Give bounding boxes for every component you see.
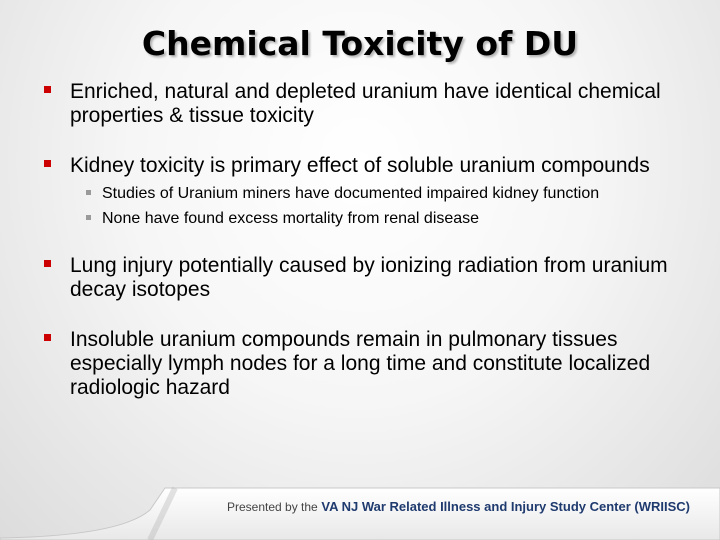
bullet-text: Insoluble uranium compounds remain in pulmonary tissues especially lymph nodes for a long time and constitute localized radiologic hazard (70, 328, 651, 399)
bullet-list (42, 80, 682, 426)
footer-credit (227, 499, 690, 514)
bullet-text: Enriched, natural and depleted uranium have identical chemical properties & tissue toxicity (70, 80, 661, 127)
bullet-item (42, 154, 682, 228)
square-bullet-icon (44, 260, 51, 267)
bullet-item (42, 80, 682, 128)
square-bullet-icon (44, 86, 51, 93)
sub-bullet-text: None have found excess mortality from renal disease (102, 210, 480, 227)
bullet-item (42, 328, 682, 400)
bullet-text: Kidney toxicity is primary effect of soluble uranium compounds (70, 154, 650, 177)
slide-title: Chemical Toxicity of DU (141, 24, 579, 63)
sub-bullet-item (70, 184, 682, 203)
sub-bullet-item (70, 209, 682, 228)
bullet-text: Lung injury potentially caused by ionizing radiation from uranium decay isotopes (70, 254, 668, 301)
bullet-item (42, 254, 682, 302)
sub-square-bullet-icon (86, 215, 91, 220)
footer-organization: VA NJ War Related Illness and Injury Study Center (WRIISC) (321, 499, 690, 514)
sub-bullet-list (70, 184, 682, 228)
sub-bullet-text: Studies of Uranium miners have documented impaired kidney function (102, 185, 600, 202)
square-bullet-icon (44, 334, 51, 341)
square-bullet-icon (44, 160, 51, 167)
sub-square-bullet-icon (86, 190, 91, 195)
footer-prefix: Presented by the (227, 500, 318, 514)
